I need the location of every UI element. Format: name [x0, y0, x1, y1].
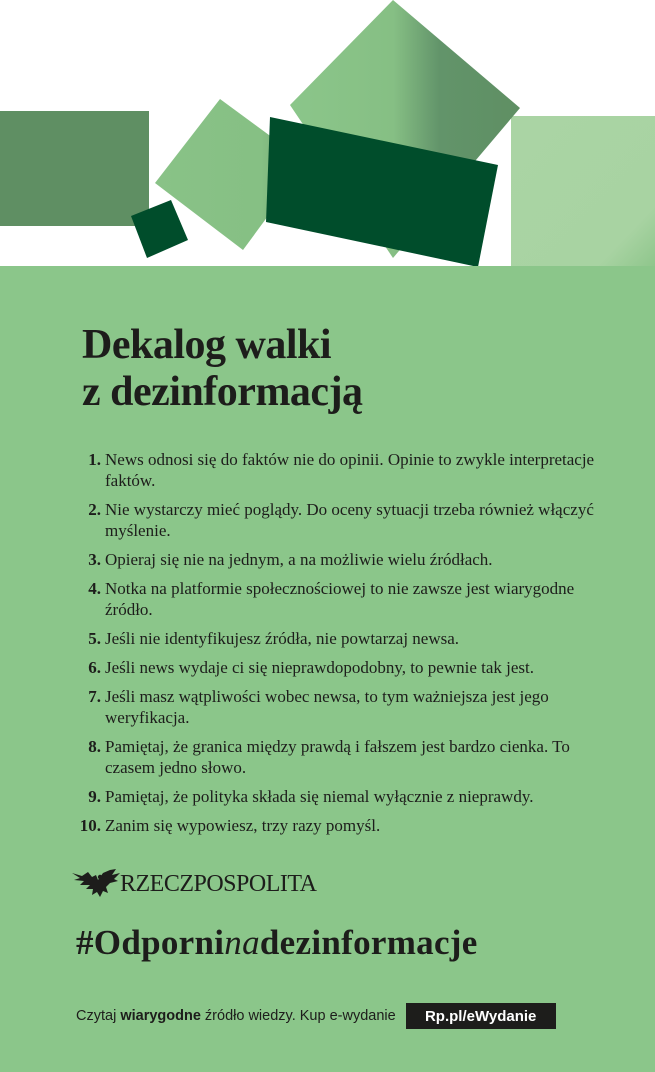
item-text: Pamiętaj, że polityka składa się niemal wyłącznie z nieprawdy.	[105, 787, 534, 806]
item-text: News odnosi się do faktów nie do opinii. Opinie to zwykle interpretacje faktów.	[105, 450, 595, 490]
hashtag-part-1: #Odporni	[76, 923, 225, 962]
item-number: 10.	[79, 816, 101, 835]
hashtag-part-2: dezinformacje	[259, 923, 478, 962]
decorative-header	[0, 0, 655, 266]
item-text: Jeśli nie identyfikujesz źródła, nie powtarzaj newsa.	[105, 629, 460, 648]
list-item	[60, 578, 620, 620]
ewydanie-link[interactable]: Rp.pl/eWydanie	[406, 1003, 556, 1029]
brand-name: RZECZPOSPOLITA	[120, 871, 317, 897]
cta-text	[76, 1008, 396, 1024]
item-text: Jeśli masz wątpliwości wobec newsa, to tym ważniejsza jest jego weryfikacja.	[105, 687, 549, 727]
title-line-1: Dekalog walki	[82, 322, 332, 368]
eagle-icon	[70, 867, 124, 901]
item-number: 9.	[88, 787, 101, 806]
item-text: Notka na platformie społecznościowej to nie zawsze jest wiarygodne źródło.	[105, 579, 575, 619]
cta-suffix: źródło wiedzy. Kup e-wydanie	[200, 1008, 396, 1024]
item-number: 7.	[88, 687, 101, 706]
item-text: Pamiętaj, że granica między prawdą i fałszem jest bardzo cienka. To czasem jedno słowo.	[105, 737, 570, 777]
list-item	[60, 449, 620, 491]
brand-logo	[70, 866, 316, 902]
item-number: 5.	[88, 629, 101, 648]
item-text: Nie wystarczy mieć poglądy. Do oceny sytuacji trzeba również włączyć myślenie.	[105, 500, 594, 540]
footer-cta	[76, 1003, 556, 1029]
item-text: Jeśli news wydaje ci się nieprawdopodobny, to pewnie tak jest.	[105, 658, 534, 677]
item-text: Zanim się wypowiesz, trzy razy pomyśl.	[105, 816, 381, 835]
campaign-hashtag	[76, 920, 478, 966]
decalogue-list	[60, 449, 620, 844]
list-item	[60, 628, 620, 649]
list-item	[60, 657, 620, 678]
item-number: 2.	[88, 500, 101, 519]
list-item	[60, 815, 620, 836]
page-title	[82, 322, 602, 416]
list-item	[60, 499, 620, 541]
geometric-shapes-graphic	[0, 0, 655, 266]
title-line-2: z dezinformacją	[82, 369, 363, 415]
hashtag-italic: na	[224, 923, 260, 962]
cta-bold: wiarygodne	[120, 1008, 201, 1024]
item-number: 3.	[88, 550, 101, 569]
item-number: 6.	[88, 658, 101, 677]
list-item	[60, 686, 620, 728]
cta-prefix: Czytaj	[76, 1008, 121, 1024]
list-item	[60, 736, 620, 778]
mid-green-rect	[0, 111, 149, 226]
item-text: Opieraj się nie na jednym, a na możliwie wielu źródłach.	[105, 550, 493, 569]
item-number: 4.	[88, 579, 101, 598]
list-item	[60, 786, 620, 807]
item-number: 1.	[88, 450, 101, 469]
pale-green-rect	[511, 116, 655, 266]
list-item	[60, 549, 620, 570]
item-number: 8.	[88, 737, 101, 756]
